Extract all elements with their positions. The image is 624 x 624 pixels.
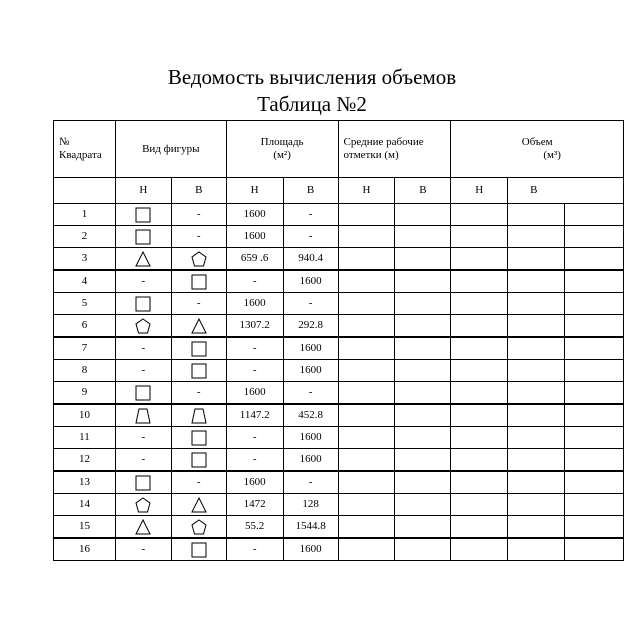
subheader-marks-n: Н	[338, 178, 395, 204]
volume-n	[451, 293, 508, 315]
table-row	[54, 360, 624, 382]
marks-b	[395, 494, 451, 516]
volume-b-2	[565, 404, 624, 427]
shape-b: -	[171, 471, 226, 494]
area-b: 1600	[283, 337, 338, 360]
volume-b-2	[565, 204, 624, 226]
area-b: 1544.8	[283, 516, 338, 539]
square-icon	[135, 207, 151, 223]
area-n: 1147.2	[226, 404, 283, 427]
area-b: -	[283, 293, 338, 315]
col-volume-unit: (м³)	[543, 149, 561, 161]
shape-b: -	[171, 204, 226, 226]
square-number: 4	[54, 270, 116, 293]
shape-n: -	[115, 427, 171, 449]
triangle-icon	[191, 318, 207, 334]
square-number: 10	[54, 404, 116, 427]
col-area	[226, 121, 338, 178]
subheader-area-n: Н	[226, 178, 283, 204]
header-row	[54, 121, 624, 178]
shape-n	[115, 315, 171, 338]
area-b: 1600	[283, 427, 338, 449]
volume-b-2	[565, 427, 624, 449]
shape-n: -	[115, 538, 171, 561]
volume-b-1	[508, 427, 565, 449]
table-row	[54, 471, 624, 494]
shape-b	[171, 516, 226, 539]
area-b: 1600	[283, 538, 338, 561]
shape-b	[171, 494, 226, 516]
volume-n	[451, 494, 508, 516]
marks-n	[338, 315, 395, 338]
area-n: 659 .6	[226, 248, 283, 271]
marks-n	[338, 248, 395, 271]
col-area-unit: (м²)	[273, 149, 291, 161]
area-b: -	[283, 382, 338, 405]
volume-n	[451, 204, 508, 226]
volume-b-2	[565, 248, 624, 271]
area-b: 128	[283, 494, 338, 516]
square-icon	[191, 452, 207, 468]
col-shape-type: Вид фигуры	[115, 121, 226, 178]
square-icon	[191, 542, 207, 558]
area-n: 55.2	[226, 516, 283, 539]
volume-b-1	[508, 204, 565, 226]
volume-b-2	[565, 516, 624, 539]
square-number: 13	[54, 471, 116, 494]
col-volume-label: Объем	[521, 136, 553, 148]
shape-n	[115, 293, 171, 315]
area-n: -	[226, 337, 283, 360]
table-number: Таблица №2	[257, 92, 367, 116]
shape-b	[171, 449, 226, 472]
area-b: 1600	[283, 449, 338, 472]
square-number: 8	[54, 360, 116, 382]
marks-b	[395, 293, 451, 315]
pentagon-icon	[191, 519, 207, 535]
area-b: -	[283, 204, 338, 226]
volume-n	[451, 382, 508, 405]
area-n: 1600	[226, 382, 283, 405]
marks-b	[395, 471, 451, 494]
area-b: -	[283, 226, 338, 248]
volume-n	[451, 226, 508, 248]
volume-b-2	[565, 494, 624, 516]
pentagon-icon	[191, 251, 207, 267]
marks-b	[395, 516, 451, 539]
trapezoid-icon	[135, 408, 151, 424]
area-n: -	[226, 538, 283, 561]
square-icon	[191, 274, 207, 290]
shape-n: -	[115, 270, 171, 293]
marks-n	[338, 226, 395, 248]
area-n: -	[226, 270, 283, 293]
square-number: 11	[54, 427, 116, 449]
shape-n: -	[115, 337, 171, 360]
volume-n	[451, 516, 508, 539]
subheader-area-b: В	[283, 178, 338, 204]
col-working-marks: Средние рабочие отметки (м)	[338, 121, 451, 178]
marks-n	[338, 293, 395, 315]
volume-table	[53, 120, 624, 561]
square-number: 2	[54, 226, 116, 248]
volume-b-2	[565, 382, 624, 405]
table-row	[54, 337, 624, 360]
col-volume	[451, 121, 624, 178]
area-n: 1600	[226, 471, 283, 494]
marks-b	[395, 449, 451, 472]
volume-b-1	[508, 248, 565, 271]
square-icon	[191, 430, 207, 446]
shape-b	[171, 248, 226, 271]
table-row	[54, 538, 624, 561]
table-row	[54, 494, 624, 516]
square-number: 5	[54, 293, 116, 315]
square-number: 6	[54, 315, 116, 338]
marks-b	[395, 360, 451, 382]
square-icon	[135, 475, 151, 491]
subheader-volume-b: В	[508, 178, 624, 204]
marks-n	[338, 382, 395, 405]
volume-n	[451, 337, 508, 360]
square-number: 16	[54, 538, 116, 561]
marks-n	[338, 449, 395, 472]
shape-n	[115, 248, 171, 271]
area-n: 1600	[226, 226, 283, 248]
marks-n	[338, 337, 395, 360]
area-b: 1600	[283, 270, 338, 293]
volume-b-1	[508, 226, 565, 248]
marks-b	[395, 315, 451, 338]
marks-b	[395, 382, 451, 405]
volume-b-1	[508, 449, 565, 472]
area-b: -	[283, 471, 338, 494]
area-b: 452.8	[283, 404, 338, 427]
volume-n	[451, 427, 508, 449]
area-n: 1600	[226, 204, 283, 226]
square-icon	[135, 385, 151, 401]
table-row	[54, 270, 624, 293]
triangle-icon	[135, 519, 151, 535]
volume-b-1	[508, 315, 565, 338]
marks-b	[395, 404, 451, 427]
table-row	[54, 226, 624, 248]
table-row	[54, 293, 624, 315]
volume-n	[451, 248, 508, 271]
marks-b	[395, 337, 451, 360]
shape-b: -	[171, 226, 226, 248]
area-n: 1600	[226, 293, 283, 315]
marks-n	[338, 404, 395, 427]
volume-b-2	[565, 270, 624, 293]
square-number: 9	[54, 382, 116, 405]
volume-b-1	[508, 471, 565, 494]
marks-n	[338, 270, 395, 293]
col-square-number: № Квадрата	[54, 121, 116, 178]
marks-b	[395, 427, 451, 449]
marks-n	[338, 360, 395, 382]
pentagon-icon	[135, 318, 151, 334]
shape-b: -	[171, 293, 226, 315]
shape-n	[115, 204, 171, 226]
shape-b	[171, 337, 226, 360]
volume-n	[451, 315, 508, 338]
volume-b-2	[565, 293, 624, 315]
col-area-label: Площадь	[260, 136, 304, 148]
subheader-row	[54, 178, 624, 204]
subheader-shape-b: В	[171, 178, 226, 204]
subheader-empty	[54, 178, 116, 204]
subheader-shape-n: Н	[115, 178, 171, 204]
marks-b	[395, 248, 451, 271]
volume-b-2	[565, 337, 624, 360]
volume-n	[451, 270, 508, 293]
table-row	[54, 315, 624, 338]
marks-n	[338, 516, 395, 539]
volume-b-2	[565, 360, 624, 382]
shape-b	[171, 538, 226, 561]
shape-b	[171, 427, 226, 449]
square-icon	[191, 341, 207, 357]
area-n: -	[226, 427, 283, 449]
document-title: Ведомость вычисления объемов	[167, 65, 457, 89]
area-b: 292.8	[283, 315, 338, 338]
subheader-marks-b: В	[395, 178, 451, 204]
square-icon	[135, 229, 151, 245]
table-row	[54, 382, 624, 405]
area-n: -	[226, 360, 283, 382]
area-n: -	[226, 449, 283, 472]
marks-n	[338, 471, 395, 494]
shape-b: -	[171, 382, 226, 405]
square-icon	[191, 363, 207, 379]
marks-n	[338, 538, 395, 561]
volume-b-2	[565, 315, 624, 338]
volume-b-1	[508, 494, 565, 516]
table-row	[54, 248, 624, 271]
square-number: 1	[54, 204, 116, 226]
subheader-volume-n: Н	[451, 178, 508, 204]
shape-n	[115, 516, 171, 539]
square-number: 3	[54, 248, 116, 271]
marks-n	[338, 427, 395, 449]
volume-b-2	[565, 538, 624, 561]
table-row	[54, 449, 624, 472]
shape-n: -	[115, 449, 171, 472]
shape-n	[115, 471, 171, 494]
area-b: 1600	[283, 360, 338, 382]
area-n: 1307.2	[226, 315, 283, 338]
triangle-icon	[191, 497, 207, 513]
volume-b-2	[565, 471, 624, 494]
square-number: 14	[54, 494, 116, 516]
volume-n	[451, 404, 508, 427]
table-row	[54, 427, 624, 449]
square-number: 12	[54, 449, 116, 472]
shape-b	[171, 315, 226, 338]
volume-n	[451, 449, 508, 472]
area-b: 940.4	[283, 248, 338, 271]
volume-b-1	[508, 404, 565, 427]
marks-n	[338, 204, 395, 226]
marks-b	[395, 204, 451, 226]
volume-b-1	[508, 293, 565, 315]
shape-b	[171, 270, 226, 293]
volume-b-1	[508, 337, 565, 360]
marks-n	[338, 494, 395, 516]
marks-b	[395, 270, 451, 293]
area-n: 1472	[226, 494, 283, 516]
marks-b	[395, 226, 451, 248]
marks-b	[395, 538, 451, 561]
square-icon	[135, 296, 151, 312]
table-row	[54, 204, 624, 226]
pentagon-icon	[135, 497, 151, 513]
triangle-icon	[135, 251, 151, 267]
square-number: 7	[54, 337, 116, 360]
volume-n	[451, 360, 508, 382]
shape-b	[171, 360, 226, 382]
table-row	[54, 516, 624, 539]
volume-b-2	[565, 449, 624, 472]
shape-n	[115, 494, 171, 516]
volume-n	[451, 538, 508, 561]
shape-b	[171, 404, 226, 427]
square-number: 15	[54, 516, 116, 539]
trapezoid-icon	[191, 408, 207, 424]
shape-n	[115, 382, 171, 405]
volume-b-1	[508, 516, 565, 539]
shape-n	[115, 226, 171, 248]
table-row	[54, 404, 624, 427]
volume-b-1	[508, 270, 565, 293]
volume-b-1	[508, 382, 565, 405]
volume-b-1	[508, 538, 565, 561]
shape-n: -	[115, 360, 171, 382]
shape-n	[115, 404, 171, 427]
volume-b-1	[508, 360, 565, 382]
volume-b-2	[565, 226, 624, 248]
volume-n	[451, 471, 508, 494]
